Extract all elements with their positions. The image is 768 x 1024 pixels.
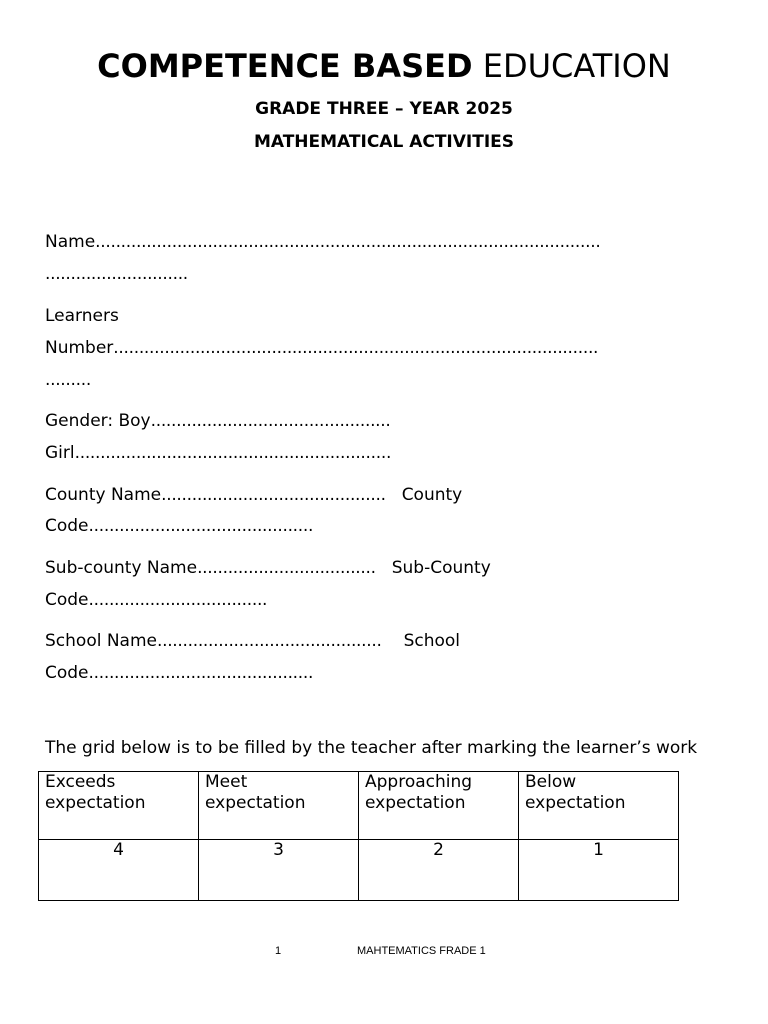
subcounty-name-dots: ................................... bbox=[197, 558, 376, 578]
subcounty-name-label: Sub-county Name bbox=[45, 558, 198, 578]
header-approaching: Approaching expectation bbox=[359, 772, 519, 840]
learners-label: Learners bbox=[45, 306, 119, 326]
grid-header-row bbox=[39, 772, 679, 840]
title-bold: COMPETENCE BASED bbox=[97, 47, 473, 85]
county-code-field[interactable] bbox=[45, 515, 313, 537]
subcounty-code-field[interactable] bbox=[45, 589, 267, 611]
document-title bbox=[0, 45, 768, 87]
footer-text: MAHTEMATICS FRADE 1 bbox=[357, 945, 486, 957]
grid-instruction: The grid below is to be filled by the teacher after marking the learner’s work bbox=[45, 738, 698, 758]
gender-boy-field[interactable] bbox=[45, 410, 391, 432]
girl-field[interactable] bbox=[45, 442, 391, 464]
school-code-dots: ............................................ bbox=[88, 663, 314, 683]
name-field-continuation[interactable] bbox=[45, 263, 188, 285]
value-below[interactable]: 1 bbox=[519, 840, 679, 901]
school-name-dots: ............................................ bbox=[157, 631, 382, 651]
subcounty-name-field[interactable] bbox=[45, 557, 491, 579]
grade-heading: GRADE THREE – YEAR 2025 bbox=[255, 99, 513, 119]
school-label: School bbox=[403, 631, 461, 651]
county-code-label: Code bbox=[45, 516, 89, 536]
girl-dots: .............................................................. bbox=[74, 443, 392, 463]
subcounty-code-label: Code bbox=[45, 590, 89, 610]
county-name-dots: ............................................ bbox=[161, 485, 386, 505]
name-dots-continued: ............................ bbox=[45, 264, 188, 284]
school-name-label: School Name bbox=[45, 631, 157, 651]
header-below: Below expectation bbox=[519, 772, 679, 840]
title-rest: EDUCATION bbox=[482, 47, 671, 85]
value-approaching[interactable]: 2 bbox=[359, 840, 519, 901]
county-label: County bbox=[401, 485, 463, 505]
value-meet[interactable]: 3 bbox=[199, 840, 359, 901]
name-dots: ................................................................................................... bbox=[95, 232, 601, 252]
subject-heading: MATHEMATICAL ACTIVITIES bbox=[253, 132, 515, 152]
county-name-label: County Name bbox=[45, 485, 162, 505]
school-code-label: Code bbox=[45, 663, 89, 683]
footer-page-number: 1 bbox=[275, 945, 282, 957]
number-dots-continued: ......... bbox=[45, 370, 91, 390]
school-name-field[interactable] bbox=[45, 630, 460, 652]
gender-boy-label: Gender: Boy bbox=[45, 411, 151, 431]
number-dots: ............................................................................................... bbox=[113, 338, 599, 358]
assessment-grid bbox=[38, 771, 679, 901]
value-exceeds[interactable]: 4 bbox=[39, 840, 199, 901]
header-exceeds: Exceeds expectation bbox=[39, 772, 199, 840]
name-field[interactable] bbox=[45, 231, 600, 253]
school-code-field[interactable] bbox=[45, 662, 313, 684]
name-label: Name bbox=[45, 232, 96, 252]
gender-boy-dots: ............................................... bbox=[150, 411, 391, 431]
county-code-dots: ............................................ bbox=[88, 516, 314, 536]
number-field[interactable] bbox=[45, 337, 598, 359]
county-name-field[interactable] bbox=[45, 484, 462, 506]
header-meet: Meet expectation bbox=[199, 772, 359, 840]
subcounty-label: Sub-County bbox=[391, 558, 491, 578]
number-label: Number bbox=[45, 338, 114, 358]
girl-label: Girl bbox=[45, 443, 75, 463]
number-field-continuation[interactable] bbox=[45, 369, 91, 391]
subcounty-code-dots: ................................... bbox=[88, 590, 268, 610]
grid-value-row bbox=[39, 840, 679, 901]
